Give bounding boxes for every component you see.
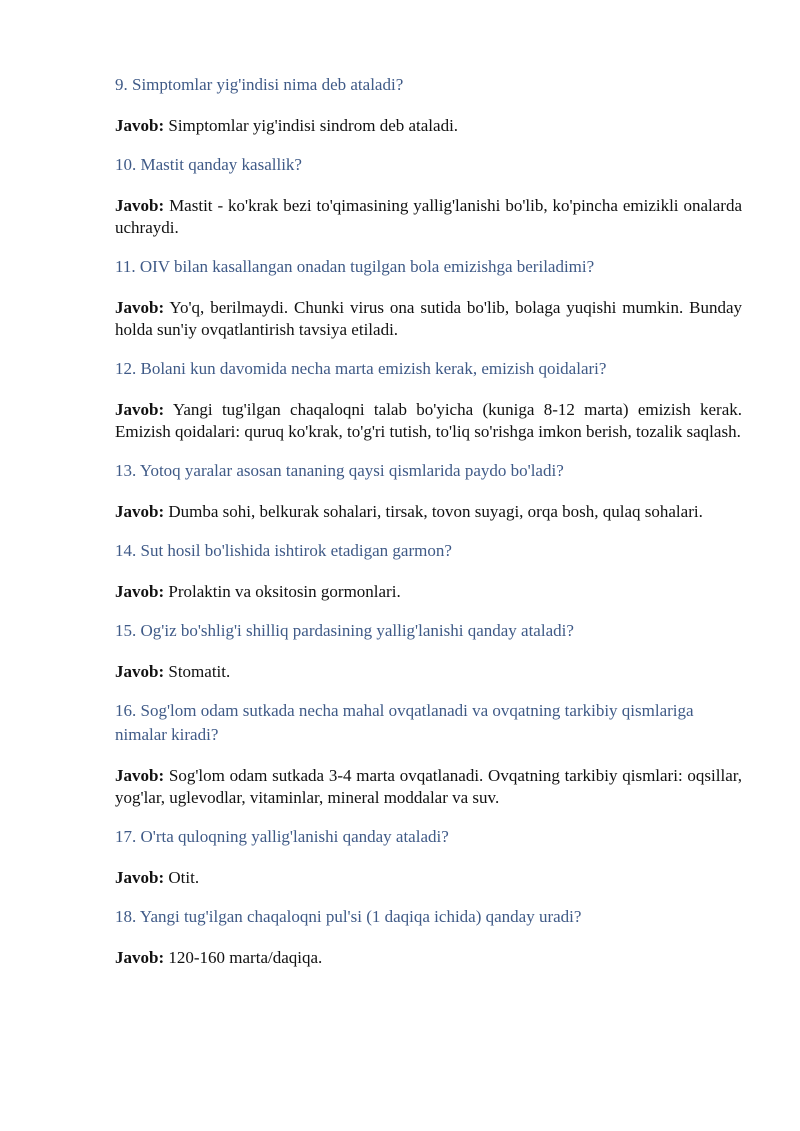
question-heading: 11. OIV bilan kasallangan onadan tugilgan bola emizishga beriladimi? (115, 257, 595, 276)
answer-text: Sog'lom odam sutkada 3-4 marta ovqatlanadi. Ovqatning tarkibiy qismlari: oqsillar, yog'lar, uglevodlar, vitaminlar, mineral moddalar va suv. (115, 766, 742, 807)
answer-text: Prolaktin va oksitosin gormonlari. (168, 582, 401, 601)
answer-text: Otit. (168, 868, 200, 887)
question-heading: 13. Yotoq yaralar asosan tananing qaysi qismlarida paydo bo'ladi? (115, 461, 564, 480)
question-heading: 12. Bolani kun davomida necha marta emizish kerak, emizish qoidalari? (115, 359, 607, 378)
answer-label: Javob: (115, 196, 165, 215)
question-heading: 9. Simptomlar yig'indisi nima deb ataladi? (115, 75, 404, 94)
qa-item-9 (115, 73, 742, 137)
answer-label: Javob: (115, 868, 165, 887)
answer-paragraph (115, 195, 742, 239)
answer-text: Yangi tug'ilgan chaqaloqni talab bo'yicha (kuniga 8-12 marta) emizish kerak. Emizish qoidalari: quruq ko'krak, to'g'ri tutish, to'liq so'rishga imkon berish, tozalik saqlash. (115, 400, 743, 441)
qa-item-12 (115, 357, 742, 443)
answer-paragraph (115, 297, 742, 341)
answer-label: Javob: (115, 400, 165, 419)
question-heading: 17. O'rta quloqning yallig'lanishi qanday ataladi? (115, 827, 449, 846)
answer-paragraph (115, 501, 742, 523)
qa-item-15 (115, 619, 742, 683)
answer-paragraph (115, 399, 742, 443)
qa-item-16 (115, 699, 742, 809)
question-heading: 18. Yangi tug'ilgan chaqaloqni pul'si (1 daqiqa ichida) qanday uradi? (115, 907, 582, 926)
qa-item-10 (115, 153, 742, 239)
answer-label: Javob: (115, 766, 165, 785)
answer-paragraph (115, 581, 742, 603)
answer-text: Stomatit. (168, 662, 231, 681)
document-page (115, 73, 742, 985)
answer-paragraph (115, 867, 742, 889)
qa-item-17 (115, 825, 742, 889)
question-heading: 15. Og'iz bo'shlig'i shilliq pardasining yallig'lanishi qanday ataladi? (115, 621, 574, 640)
answer-paragraph (115, 765, 742, 809)
answer-label: Javob: (115, 298, 165, 317)
question-heading: 10. Mastit qanday kasallik? (115, 155, 302, 174)
qa-item-13 (115, 459, 742, 523)
qa-item-11 (115, 255, 742, 341)
answer-text: 120-160 marta/daqiqa. (168, 948, 323, 967)
answer-text: Dumba sohi, belkurak sohalari, tirsak, tovon suyagi, orqa bosh, qulaq sohalari. (168, 502, 703, 521)
answer-text: Yo'q, berilmaydi. Chunki virus ona sutida bo'lib, bolaga yuqishi mumkin. Bunday holda sun'iy ovqatlantirish tavsiya etiladi. (115, 298, 743, 339)
answer-label: Javob: (115, 582, 165, 601)
answer-paragraph (115, 947, 742, 969)
answer-label: Javob: (115, 948, 165, 967)
qa-item-14 (115, 539, 742, 603)
answer-label: Javob: (115, 502, 165, 521)
answer-paragraph (115, 661, 742, 683)
answer-text: Simptomlar yig'indisi sindrom deb ataladi. (168, 116, 459, 135)
answer-paragraph (115, 115, 742, 137)
answer-label: Javob: (115, 116, 165, 135)
answer-label: Javob: (115, 662, 165, 681)
question-heading: 14. Sut hosil bo'lishida ishtirok etadigan garmon? (115, 541, 452, 560)
qa-item-18 (115, 905, 742, 969)
answer-text: Mastit - ko'krak bezi to'qimasining yallig'lanishi bo'lib, ko'pincha emizikli onalarda uchraydi. (115, 196, 742, 237)
question-heading: 16. Sog'lom odam sutkada necha mahal ovqatlanadi va ovqatning tarkibiy qismlariga nimalar kiradi? (115, 701, 694, 744)
